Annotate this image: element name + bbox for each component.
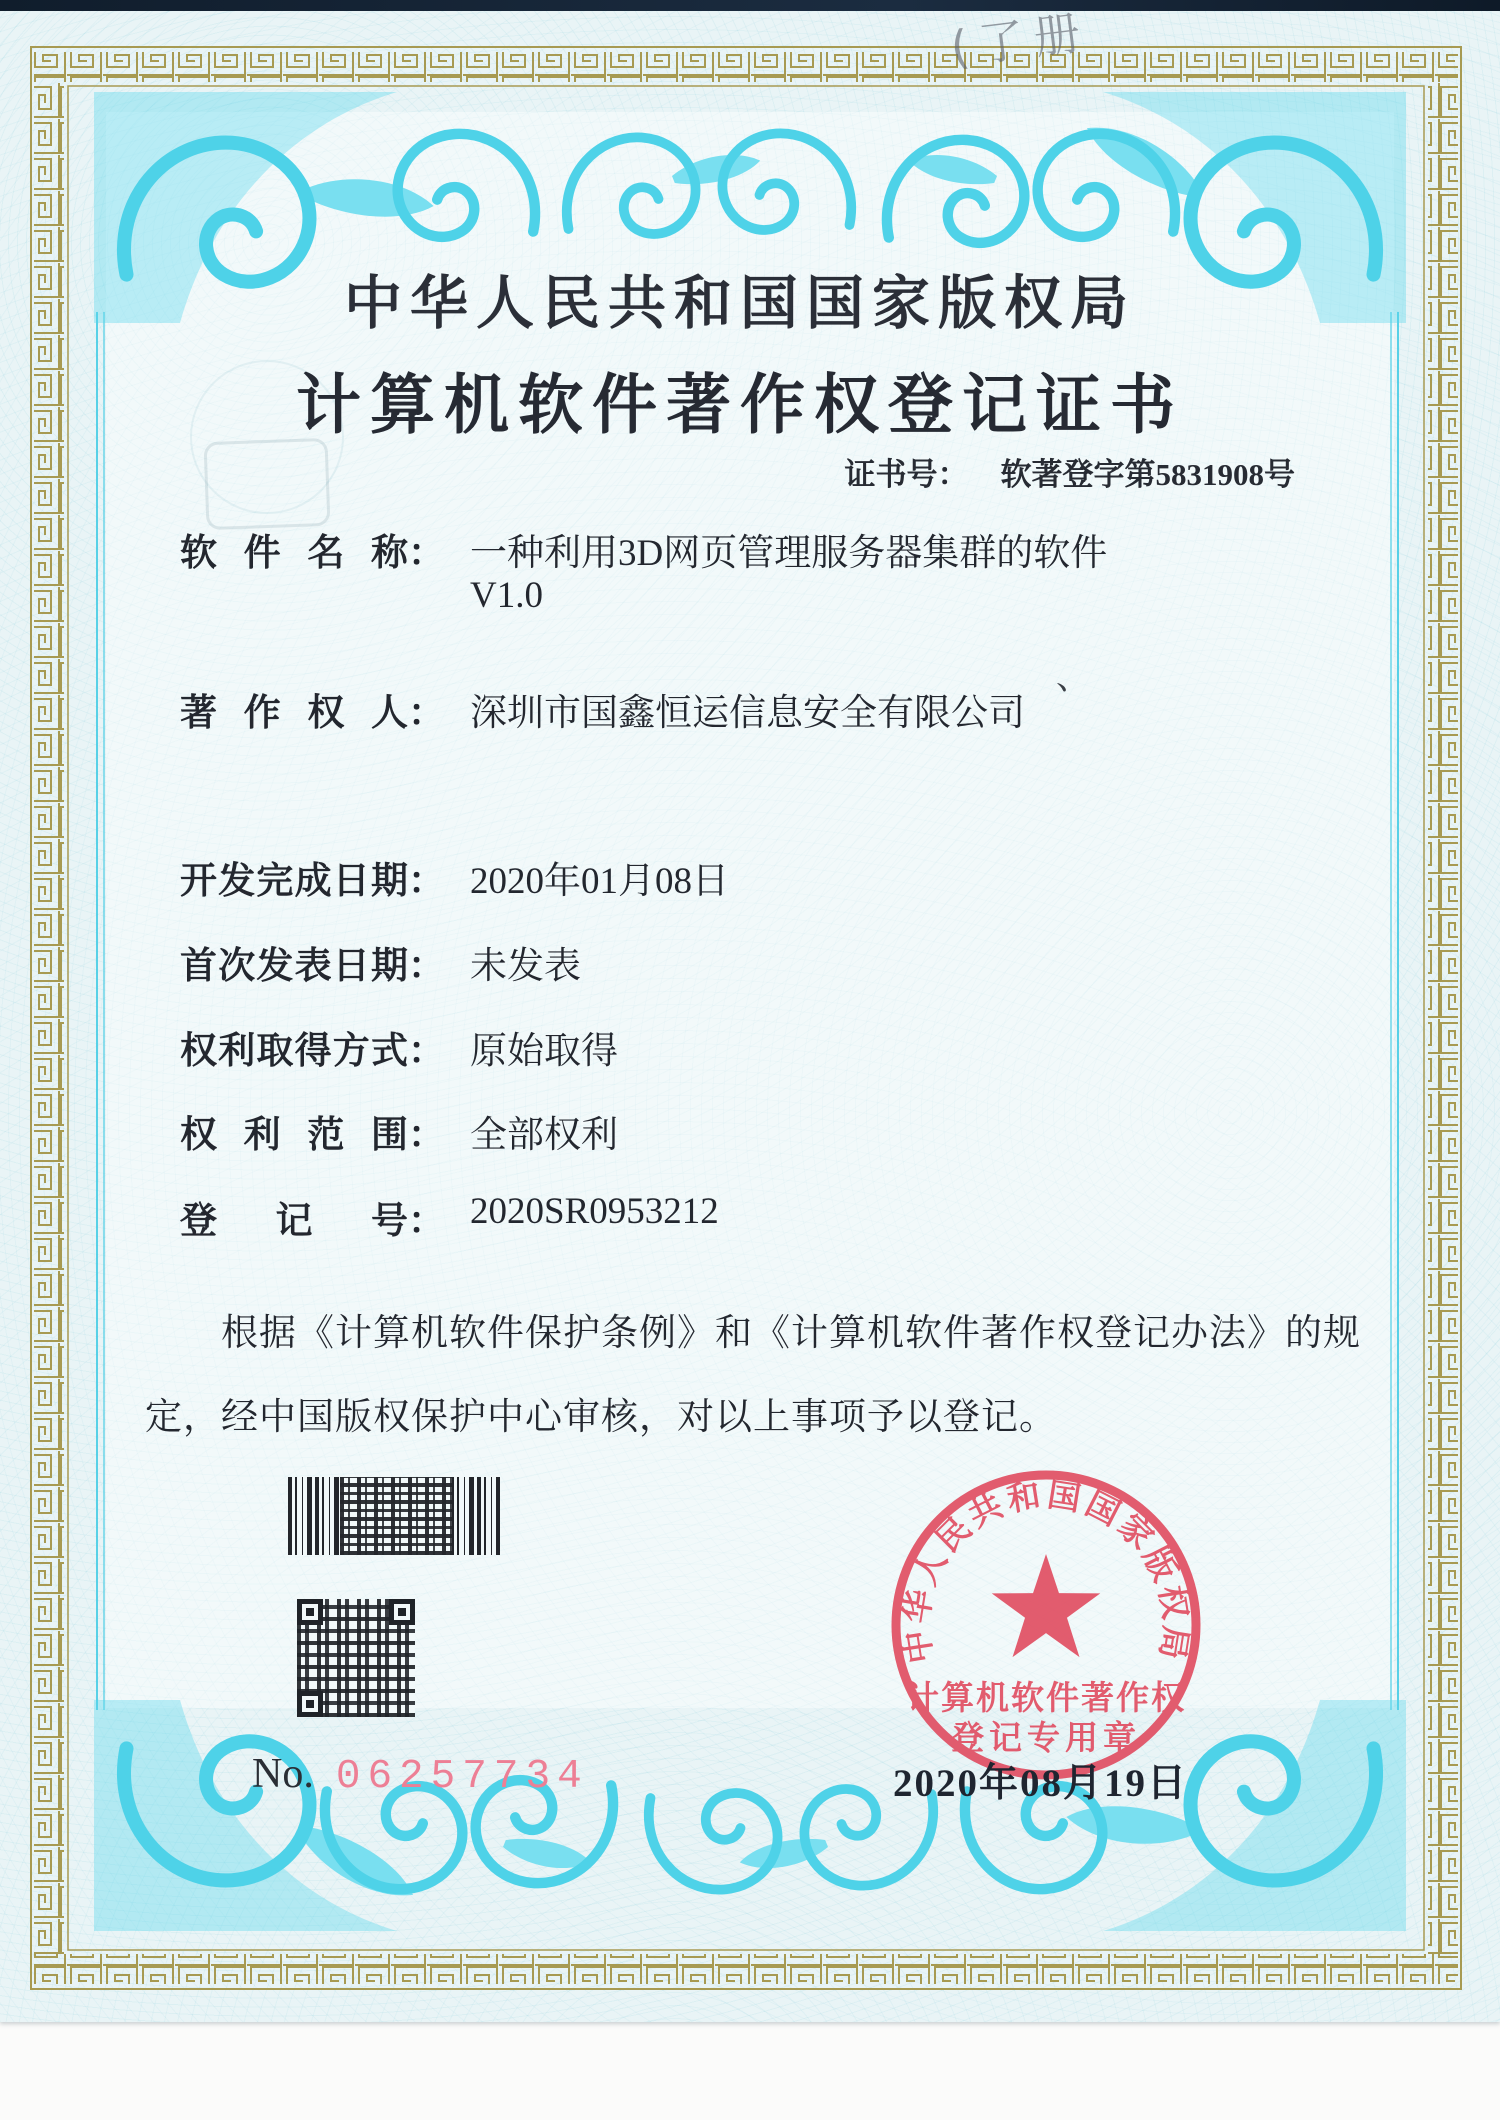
barcode-icon [288,1477,500,1555]
seal-line2: 登记专用章 [951,1721,1141,1757]
barcode-2d-zone [340,1477,452,1555]
field-row-registration-number [180,1190,719,1242]
field-row-software-name [180,522,1108,574]
colon: ： [408,861,445,902]
field-label: 著作权人 [180,693,408,734]
serial-number-line [252,1750,589,1800]
field-value: 全部权利 [470,1115,618,1156]
field-row-completion-date [180,850,729,902]
serial-number: 06257734 [335,1754,589,1800]
serial-label: No. [252,1751,314,1797]
registration-statement: 根据《计算机软件保护条例》和《计算机软件著作权登记办法》的规定，经中国版权保护中心审核，对以上事项予以登记。 [145,1313,1361,1438]
field-label: 软件名称 [180,533,408,574]
field-value: 未发表 [470,946,581,987]
certificate-title: 计算机软件著作权登记证书 [295,370,1184,442]
field-value: 一种利用3D网页管理服务器集群的软件 [470,533,1108,574]
cyan-frame-line-left-inner [103,312,105,1710]
colon: ： [408,946,445,987]
colon: ： [408,1115,445,1156]
field-label: 权利范围 [180,1115,408,1156]
seal-ring-text: 中华人民共和国国家版权局 [898,1477,1194,1666]
field-value: 2020SR0953212 [470,1191,719,1232]
colon: ： [408,1031,445,1072]
cyan-frame-line-right-outer [1397,312,1399,1710]
qr-finder-icon [297,1599,323,1625]
colon: ： [408,1201,445,1242]
field-value: 深圳市国鑫恒运信息安全有限公司 [470,693,1025,734]
cyan-frame-line-left-outer [96,312,98,1710]
field-value: 原始取得 [470,1031,618,1072]
field-row-rights-acquisition [180,1020,618,1072]
qr-finder-icon [389,1599,415,1625]
field-value: 2020年01月08日 [470,861,729,902]
qr-finder-icon [297,1691,323,1717]
field-label: 权利取得方式 [180,1031,408,1072]
certificate-number-value: 软著登字第5831908号 [1000,457,1295,492]
seal-line1: 计算机软件著作权 [906,1681,1186,1717]
field-row-rights-scope [180,1104,618,1156]
field-label: 登记号 [180,1201,408,1242]
official-red-seal-icon [876,1455,1216,1795]
issue-date: 2020年08月19日 [893,1762,1189,1805]
stray-mark: 、 [1056,660,1090,697]
qr-code-icon [297,1599,415,1717]
issuer-title: 中华人民共和国国家版权局 [343,271,1136,336]
cyan-frame-line-right-inner [1390,312,1392,1710]
certificate-number-label: 证书号： [844,457,969,492]
field-row-copyright-owner [180,682,1025,734]
colon: ： [408,693,445,734]
field-label: 首次发表日期 [180,946,408,987]
field-value-version: V1.0 [470,575,543,616]
scanner-edge [0,0,1500,11]
field-label: 开发完成日期 [180,861,408,902]
certificate-number-line [0,449,1295,494]
colon: ： [408,533,445,574]
field-row-first-publication [180,935,581,987]
five-pointed-star-icon [992,1554,1101,1657]
pencil-annotation: (了册 [947,4,1094,76]
